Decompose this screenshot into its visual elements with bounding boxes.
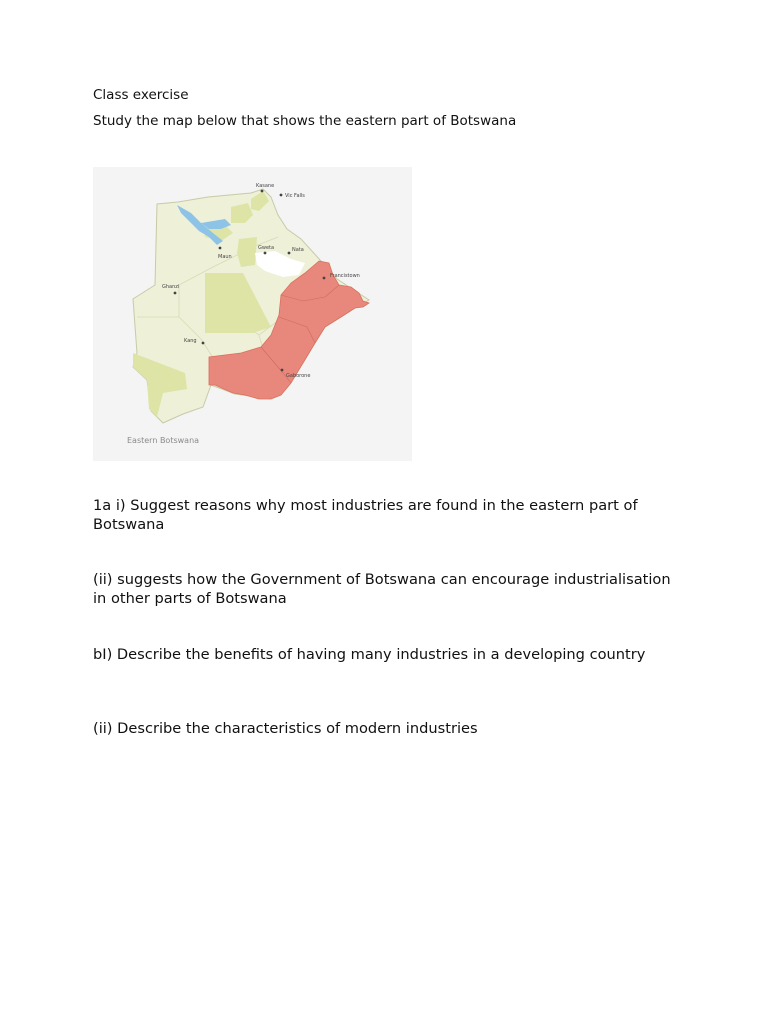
town-francistown-dot [323, 277, 326, 280]
park-makgadikgadi [237, 237, 257, 267]
botswana-map-graphic [93, 167, 412, 461]
town-label: Francistown [330, 273, 360, 279]
town-maun-dot [219, 247, 222, 250]
town-vicfalls-dot [280, 194, 283, 197]
exercise-title: Class exercise [93, 87, 189, 103]
question-b-ii: (ii) Describe the characteristics of modern industries [93, 720, 478, 737]
town-gweta-dot [264, 252, 267, 255]
town-kasane-dot [261, 190, 264, 193]
map-caption: Eastern Botswana [127, 436, 200, 445]
town-label: Gweta [258, 245, 275, 251]
town-label: Kasane [256, 183, 275, 189]
town-label: Kang [184, 338, 197, 344]
town-kang-dot [202, 342, 205, 345]
town-nata-dot [288, 252, 291, 255]
town-label: Vic Falls [285, 193, 305, 199]
town-label: Gaborone [286, 373, 311, 379]
map-instruction: Study the map below that shows the eastern part of Botswana [93, 113, 517, 129]
question-b-i: bI) Describe the benefits of having many industries in a developing country [93, 646, 646, 663]
town-label: Ghanzi [162, 284, 180, 290]
town-label: Nata [292, 247, 304, 253]
question-1a-ii: (ii) suggests how the Government of Botswana can encourage industrialisation in other parts of Botswana [93, 571, 671, 607]
question-1a-i: 1a i) Suggest reasons why most industries are found in the eastern part of Botswana [93, 497, 638, 533]
botswana-map [93, 167, 412, 461]
town-gaborone-dot [281, 369, 284, 372]
town-label: Maun [218, 254, 232, 260]
town-ghanzi-dot [174, 292, 177, 295]
